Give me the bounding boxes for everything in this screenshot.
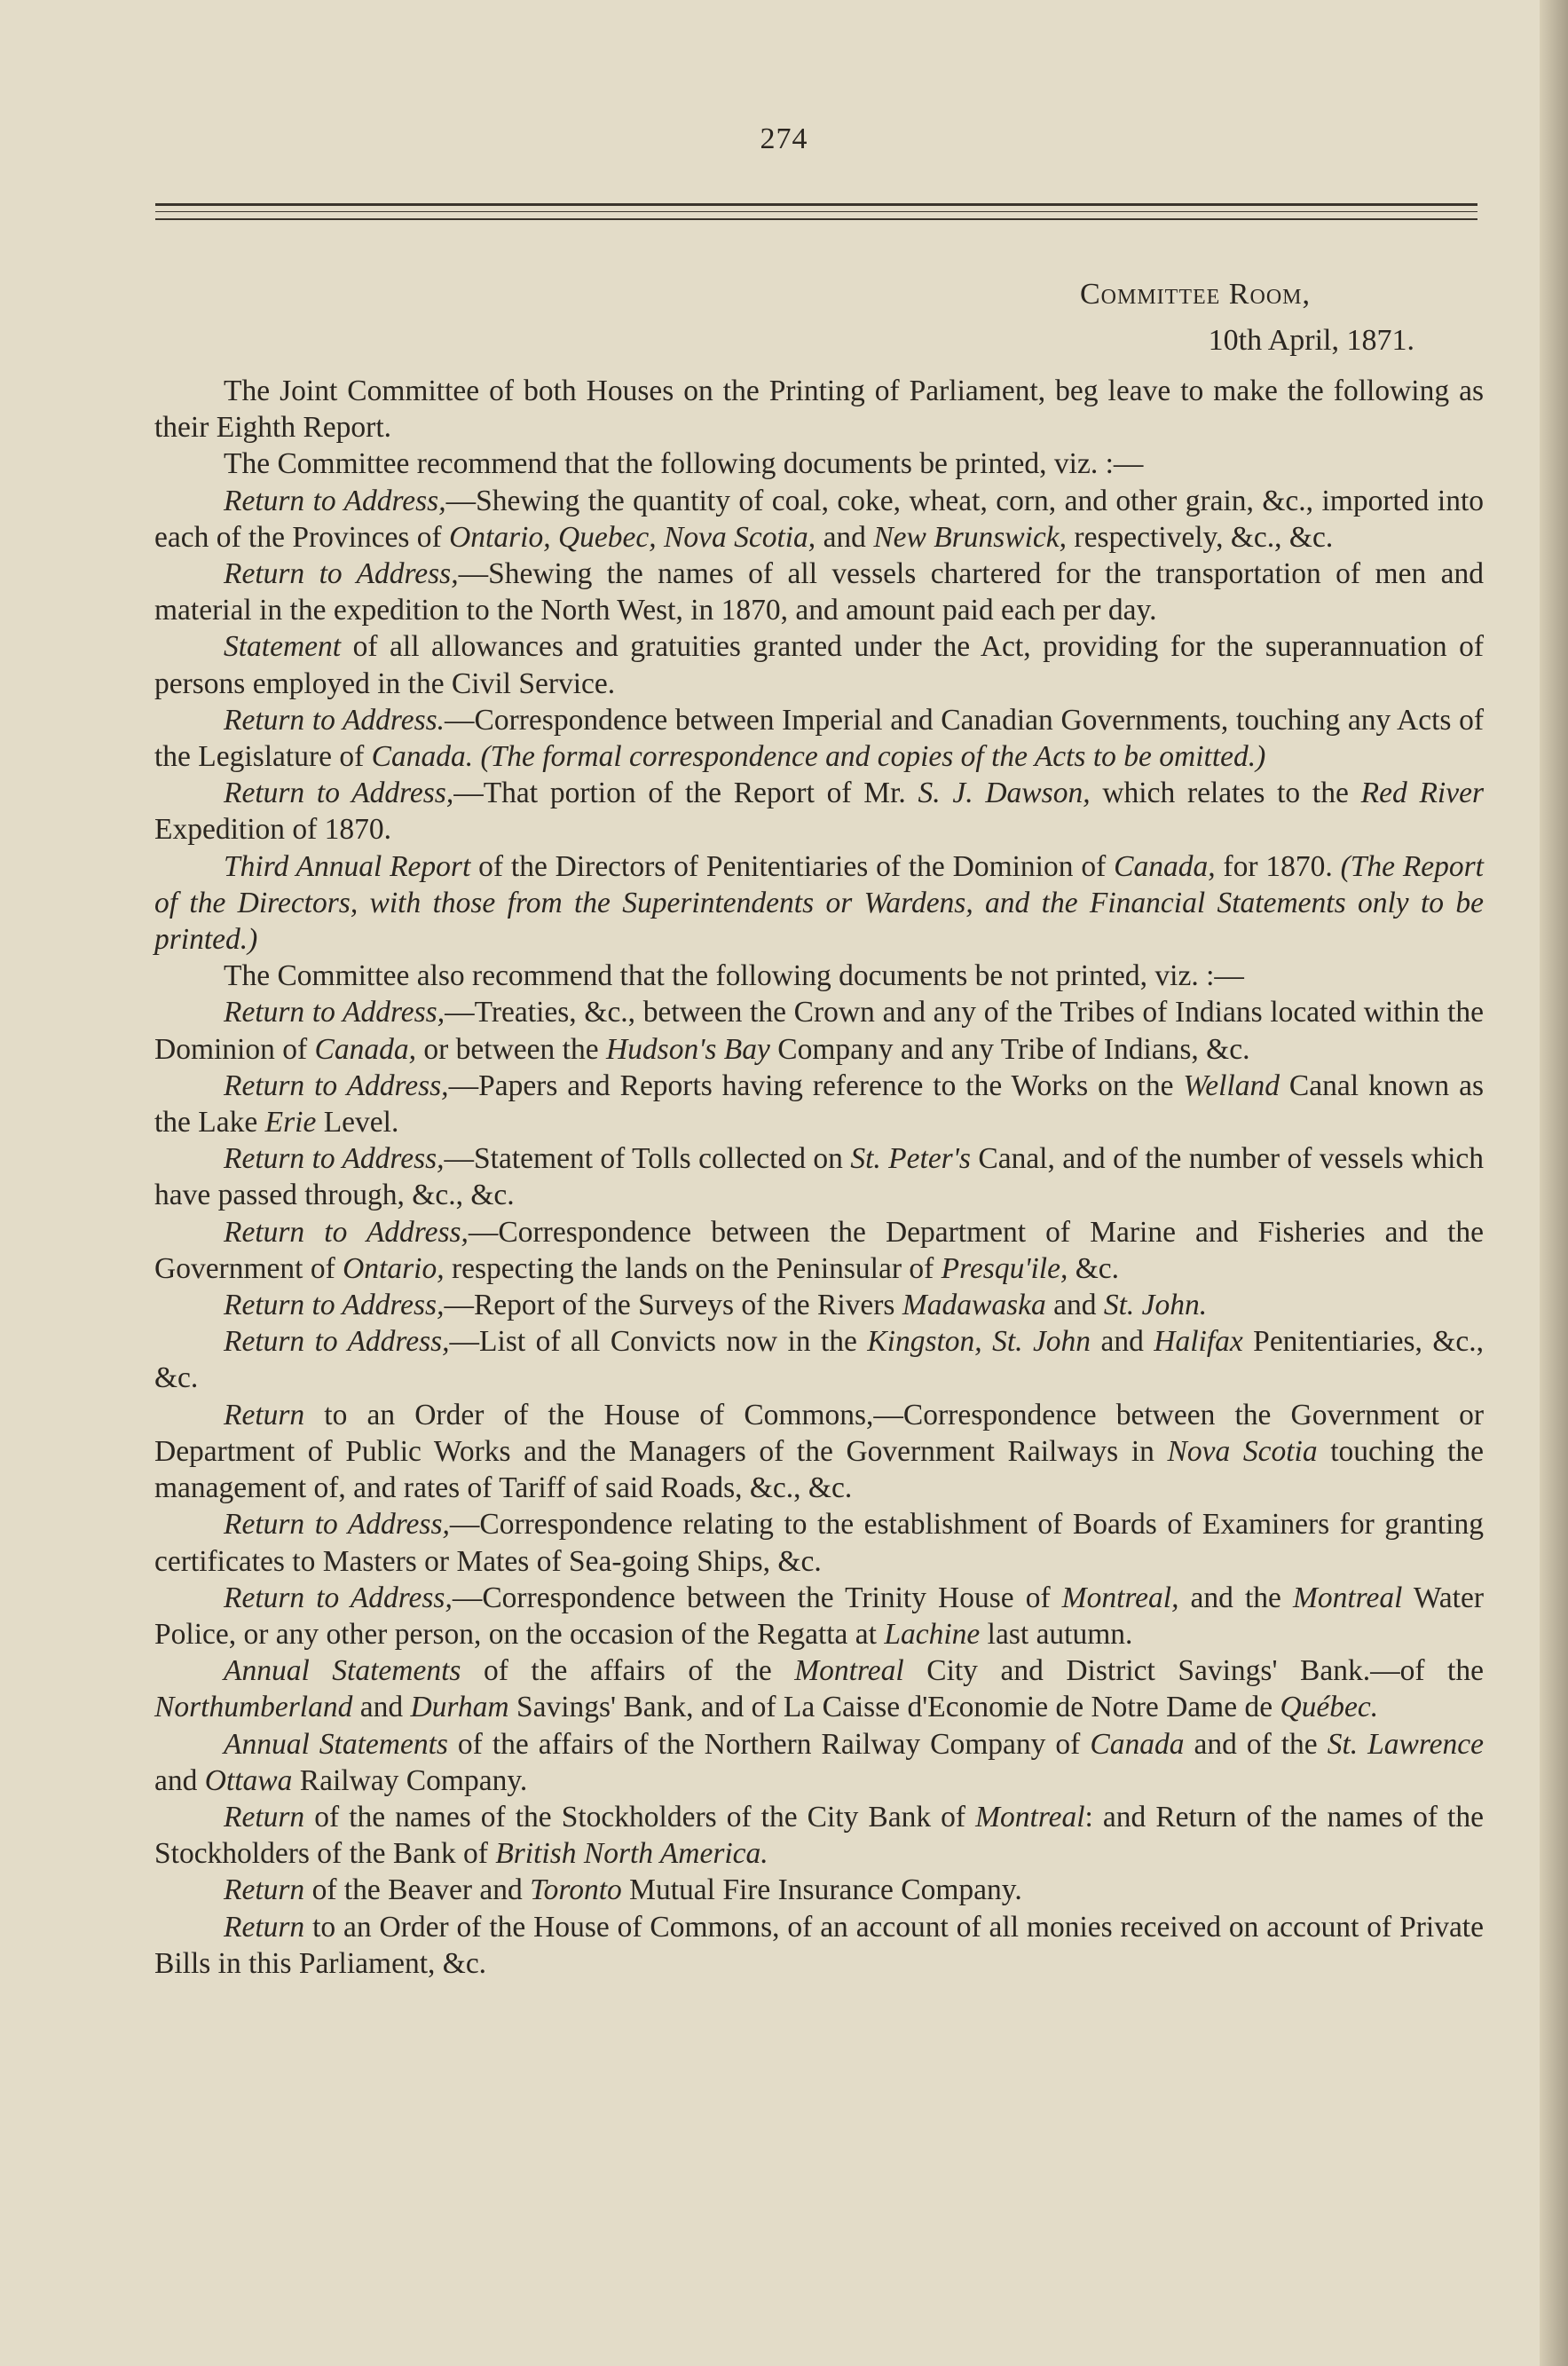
text-run: for 1870. xyxy=(1215,849,1341,883)
italic-text-run: Welland xyxy=(1183,1069,1280,1102)
text-run: of the affairs of the xyxy=(461,1654,795,1688)
italic-text-run: British North America. xyxy=(495,1837,768,1871)
report-paragraph xyxy=(154,1287,1484,1323)
report-paragraph xyxy=(154,1214,1484,1287)
page-edge-shadow xyxy=(1540,0,1568,2366)
report-paragraph xyxy=(154,1140,1484,1213)
italic-text-run: Return to Address, xyxy=(224,777,454,810)
italic-text-run: Northumberland xyxy=(154,1691,353,1724)
italic-text-run: Return xyxy=(224,1398,305,1431)
italic-text-run: Return to Address, xyxy=(224,1142,445,1176)
report-paragraph xyxy=(154,556,1484,628)
text-run: respectively, &c., &c. xyxy=(1067,520,1334,554)
page-number: 274 xyxy=(760,122,808,155)
text-run: of the Beaver and xyxy=(304,1873,531,1907)
italic-text-run: St. John. xyxy=(1103,1289,1208,1322)
text-run: Canal, and of the number of vessels which have passed through, &c., &c. xyxy=(154,1142,1485,1212)
italic-text-run: Statement xyxy=(224,630,342,664)
text-run: —Correspondence between the Department of Marine and Fisheries and the Government of xyxy=(154,1215,1484,1285)
report-paragraph xyxy=(154,1068,1484,1140)
report-paragraph xyxy=(154,628,1484,701)
text-run: Savings' Bank, and of La Caisse d'Economie de Notre Dame de xyxy=(508,1691,1280,1724)
italic-text-run: Ontario, xyxy=(343,1251,445,1285)
italic-text-run: Montreal xyxy=(794,1654,904,1688)
italic-text-run: Kingston, St. John xyxy=(867,1325,1091,1359)
text-run: —Correspondence between the Trinity House of xyxy=(452,1581,1062,1614)
italic-text-run: Return to Address, xyxy=(224,1508,450,1542)
report-paragraph xyxy=(154,1506,1484,1579)
text-run: touching the management of, and rates of Tariff of said Roads, &c., &c. xyxy=(154,1434,1484,1505)
italic-text-run: Annual Statements xyxy=(224,1727,448,1761)
italic-text-run: Return to Address, xyxy=(224,484,446,517)
italic-text-run: Halifax xyxy=(1154,1325,1243,1359)
report-paragraph xyxy=(154,1726,1484,1799)
italic-text-run: Return to Address. xyxy=(224,703,445,737)
text-run: The Committee also recommend that the following documents be not printed, viz. :— xyxy=(224,959,1244,993)
report-paragraph xyxy=(154,446,1484,482)
italic-text-run: Return to Address, xyxy=(224,1215,469,1249)
italic-text-run: Red River xyxy=(1360,777,1484,810)
text-run: —That portion of the Report of Mr. xyxy=(453,777,918,810)
text-run: and of the xyxy=(1184,1727,1328,1761)
heading-date: 10th April, 1871. xyxy=(1208,324,1414,357)
italic-text-run: New Brunswick, xyxy=(873,520,1068,554)
text-run: Expedition of 1870. xyxy=(154,813,392,847)
report-paragraph xyxy=(154,702,1484,775)
text-run: —List of all Convicts now in the xyxy=(449,1325,868,1359)
italic-text-run: Ontario, Quebec, Nova Scotia, xyxy=(449,520,816,554)
italic-text-run: Return to Address, xyxy=(224,1069,449,1102)
text-run: City and District Savings' Bank.—of the xyxy=(903,1654,1484,1688)
text-run: and xyxy=(1045,1289,1104,1322)
text-run: Water Police, or any other person, on the occasion of the Regatta at xyxy=(154,1581,1484,1651)
text-run: The Joint Committee of both Houses on the Printing of Parliament, beg leave to make the following as their Eighth Report. xyxy=(154,375,1484,445)
report-paragraph xyxy=(154,1872,1484,1908)
italic-text-run: Nova Scotia xyxy=(1167,1434,1318,1468)
text-run: of all allowances and gratuities granted under the Act, providing for the superannuation of persons employed in the Civil Service. xyxy=(154,630,1484,700)
italic-text-run: Erie xyxy=(264,1106,317,1140)
italic-text-run: S. J. Dawson, xyxy=(918,777,1091,810)
text-run: and xyxy=(1091,1325,1154,1359)
text-run: —Treaties, &c., between the Crown and any of the Tribes of Indians located within the Dominion of xyxy=(154,996,1485,1066)
report-paragraph xyxy=(154,1580,1484,1652)
italic-text-run: Hudson's Bay xyxy=(605,1032,770,1066)
text-run: —Correspondence relating to the establishment of Boards of Examiners for granting certificates to Masters or Mates of Sea-going Ships, &c. xyxy=(154,1508,1484,1578)
text-run: : and Return of the names of the Stockholders of the Bank of xyxy=(154,1800,1484,1871)
italic-text-run: Return to Address, xyxy=(224,557,459,591)
italic-text-run: Canada, xyxy=(1114,849,1216,883)
text-run: —Correspondence between Imperial and Canadian Governments, touching any Acts of the Legislature of xyxy=(154,703,1485,774)
text-run: Penitentiaries, &c., &c. xyxy=(154,1325,1484,1395)
italic-text-run: Presqu'ile, xyxy=(941,1251,1068,1285)
report-body xyxy=(154,373,1484,1982)
text-run: Company and any Tribe of Indians, &c. xyxy=(769,1032,1250,1066)
report-paragraph xyxy=(154,483,1484,556)
text-run: to an Order of the House of Commons, of an account of all monies received on account of Private Bills in this Parliament, &c. xyxy=(154,1910,1484,1980)
report-paragraph xyxy=(154,775,1484,848)
italic-text-run: Return to Address, xyxy=(224,996,445,1029)
header-rule xyxy=(155,211,1477,212)
text-run: Railway Company. xyxy=(292,1763,528,1797)
text-run: or between the xyxy=(416,1032,606,1066)
italic-text-run: Ottawa xyxy=(204,1763,293,1797)
report-paragraph xyxy=(154,1799,1484,1872)
report-paragraph xyxy=(154,848,1484,958)
italic-text-run: Canada. (The formal correspondence and copies of the Acts to be omitted.) xyxy=(371,740,1266,774)
italic-text-run: Return xyxy=(224,1873,305,1907)
text-run: and xyxy=(816,520,874,554)
text-run: Mutual Fire Insurance Company. xyxy=(621,1873,1022,1907)
text-run: Level. xyxy=(316,1106,399,1140)
italic-text-run: St. Lawrence xyxy=(1327,1727,1485,1761)
italic-text-run: Montreal xyxy=(1292,1581,1403,1614)
report-paragraph xyxy=(154,958,1484,994)
italic-text-run: (The Report of the Directors, with those from the Superintendents or Wardens, and the Financial Statements only to be printed.) xyxy=(154,849,1484,957)
italic-text-run: Montreal, xyxy=(1061,1581,1179,1614)
text-run: last autumn. xyxy=(980,1617,1133,1651)
italic-text-run: Canada xyxy=(1090,1727,1185,1761)
text-run: —Shewing the quantity of coal, coke, wheat, corn, and other grain, &c., imported into each of the Provinces of xyxy=(154,484,1484,554)
italic-text-run: Durham xyxy=(410,1691,509,1724)
text-run: The Committee recommend that the following documents be printed, viz. :— xyxy=(224,447,1144,481)
italic-text-run: Annual Statements xyxy=(224,1654,461,1688)
italic-text-run: Third Annual Report xyxy=(224,849,471,883)
italic-text-run: Return to Address, xyxy=(224,1325,450,1359)
text-run: —Statement of Tolls collected on xyxy=(444,1142,851,1176)
report-paragraph xyxy=(154,1397,1484,1507)
report-paragraph xyxy=(154,1909,1484,1982)
italic-text-run: Return xyxy=(224,1910,305,1944)
text-run: which relates to the xyxy=(1090,777,1361,810)
header-rule xyxy=(155,203,1477,206)
italic-text-run: Montreal xyxy=(975,1800,1085,1834)
italic-text-run: Toronto xyxy=(530,1873,622,1907)
report-paragraph xyxy=(154,994,1484,1067)
italic-text-run: St. Peter's xyxy=(850,1142,971,1176)
italic-text-run: Return to Address, xyxy=(224,1289,445,1322)
italic-text-run: Canada, xyxy=(314,1032,417,1066)
header-rule xyxy=(155,218,1477,220)
text-run: —Papers and Reports having reference to the Works on the xyxy=(448,1069,1184,1102)
text-run: and the xyxy=(1178,1581,1293,1614)
report-paragraph xyxy=(154,1323,1484,1396)
text-run: Canal known as the Lake xyxy=(154,1069,1484,1140)
report-paragraph xyxy=(154,1652,1484,1725)
text-run: of the affairs of the Northern Railway Company of xyxy=(447,1727,1091,1761)
text-run: of the names of the Stockholders of the City Bank of xyxy=(304,1800,976,1834)
italic-text-run: Québec. xyxy=(1280,1691,1379,1724)
text-run: to an Order of the House of Commons,—Correspondence between the Government or Department of Public Works and the Managers of the Government Railways in xyxy=(154,1398,1484,1468)
text-run: —Report of the Surveys of the Rivers xyxy=(444,1289,902,1322)
report-paragraph xyxy=(154,373,1484,446)
heading-place: Committee Room, xyxy=(1079,278,1311,311)
italic-text-run: Madawaska xyxy=(902,1289,1046,1322)
text-run: &c. xyxy=(1068,1251,1120,1285)
text-run: respecting the lands on the Peninsular of xyxy=(444,1251,942,1285)
text-run: —Shewing the names of all vessels chartered for the transportation of men and material in the expedition to the North West, in 1870, and amount paid each per day. xyxy=(154,557,1485,627)
text-run: of the Directors of Penitentiaries of the Dominion of xyxy=(470,849,1115,883)
text-run: and xyxy=(352,1691,411,1724)
text-run: and xyxy=(154,1763,205,1797)
italic-text-run: Return xyxy=(224,1800,305,1834)
italic-text-run: Return to Address, xyxy=(224,1581,453,1614)
italic-text-run: Lachine xyxy=(884,1617,981,1651)
